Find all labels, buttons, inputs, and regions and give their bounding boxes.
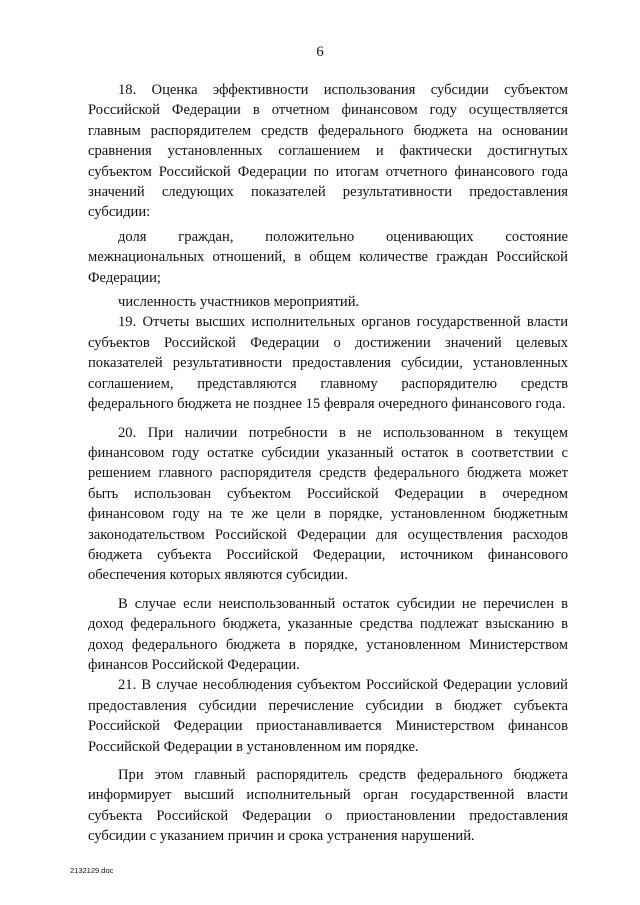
paragraph-19: 19. Отчеты высших исполнительных органов государственной власти субъектов Российской Федерации о достижении значений целевых показателей результативности предоставления субсидии, установленных соглашением, представляются главному распорядителю средств федерального бюджета не позднее 15 февраля очередного финансового года. (88, 314, 568, 413)
paragraph-18: 18. Оценка эффективности использования субсидии субъектом Российской Федерации в отчетном финансовом году осуществляется главным распорядителем средств федерального бюджета на основании сравнения установленных соглашением и фактически достигнутых субъектом Российской Федерации по итогам отчетного финансового года значений следующих показателей результативности предоставления субсидии: (88, 82, 568, 221)
paragraph-21-continuation: При этом главный распорядитель средств федерального бюджета информирует высший исполнительный орган государственной власти субъекта Российской Федерации о приостановлении предоставления субсидии с указанием причин и срока устранения нарушений. (88, 767, 568, 845)
footer-file-code: 2132129.doc (70, 866, 114, 875)
page-number: 6 (316, 44, 324, 60)
document-body (88, 80, 568, 847)
paragraph-20: 20. При наличии потребности в не использованном в текущем финансовом году остатке субсидии указанный остаток в соответствии с решением главного распорядителя средств федерального бюджета может быть использован субъектом Российской Федерации в очередном финансовом году на те же цели в порядке, установленном бюджетным законодательством Российской Федерации для осуществления расходов бюджета субъекта Российской Федерации, источником финансового обеспечения которых являются субсидии. (88, 424, 568, 584)
paragraph-indicator-participants: численность участников мероприятий. (118, 294, 360, 311)
paragraph-indicator-share: доля граждан, положительно оценивающих состояние межнациональных отношений, в общем количестве граждан Российской Федерации; (88, 228, 568, 286)
paragraph-20-continuation: В случае если неиспользованный остаток субсидии не перечислен в доход федерального бюджета, указанные средства подлежат взысканию в доход федерального бюджета в порядке, установленном Министерством финансов Российской Федерации. (88, 595, 568, 673)
paragraph-21: 21. В случае несоблюдения субъектом Российской Федерации условий предоставления субсидии перечисление субсидии в бюджет субъекта Российской Федерации приостанавливается Министерством финансов Российской Федерации в установленном им порядке. (88, 677, 568, 755)
